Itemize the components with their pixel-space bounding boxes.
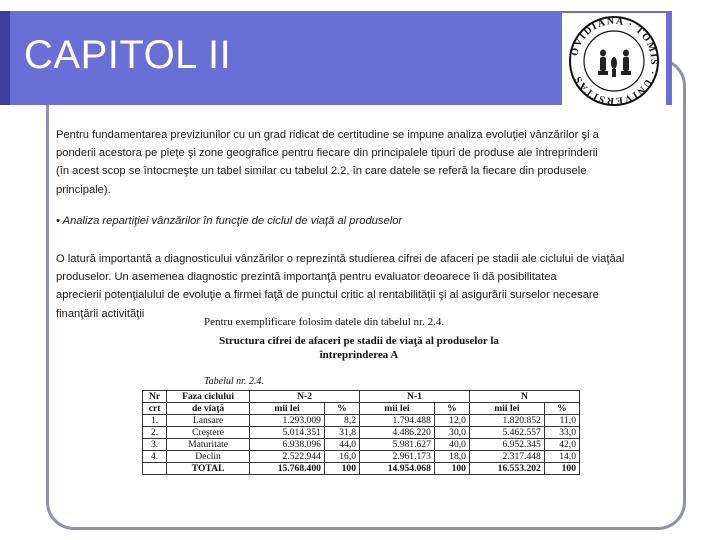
cell-total-percent: 100 — [544, 463, 579, 475]
text-line: ponderii acestora pe pieţe şi zone geografice pentru fiecare din principalele tipuri de produse ale întreprinderii — [56, 147, 598, 160]
header-percent: % — [434, 403, 469, 415]
header-faza-2: de viaţă — [167, 403, 250, 415]
header-nr: Nr — [143, 391, 167, 403]
cell-percent: 18,0 — [434, 451, 469, 463]
cell-value: 6.938.096 — [250, 439, 325, 451]
cell-value: 2.522.944 — [250, 451, 325, 463]
cell-percent: 31,8 — [324, 427, 359, 439]
text-line: O latură importantă a diagnosticului vânzărilor o reprezintă studierea cifrei de afaceri pe stadii ale ciclului de viaţăal — [56, 253, 625, 265]
cell-percent: 30,0 — [434, 427, 469, 439]
cell-value: 5.014.351 — [250, 427, 325, 439]
cell-percent: 14,0 — [544, 451, 579, 463]
bullet-heading: • Analiza repartiţiei vânzărilor în funcţie de ciclul de viaţă al produselor — [56, 215, 403, 227]
header-mii-lei: mii lei — [469, 403, 544, 415]
cell-value: 5.462.557 — [469, 427, 544, 439]
header-n: N — [469, 391, 579, 403]
cell-total-value: 14.954.068 — [360, 463, 435, 475]
slide-title: CAPITOL II — [24, 33, 232, 77]
cell-total-percent: 100 — [324, 463, 359, 475]
text-line: principale). — [56, 183, 111, 196]
cell-faza: Declin — [167, 451, 250, 463]
header-mii-lei: mii lei — [250, 403, 325, 415]
cell-faza: Lansare — [167, 415, 250, 427]
cell-percent: 33,0 — [544, 427, 579, 439]
cell-percent: 40,0 — [434, 439, 469, 451]
cell-percent: 44,0 — [324, 439, 359, 451]
cell-empty — [143, 463, 167, 475]
paragraph-diagnostic — [56, 250, 674, 323]
cell-total-value: 15.768.400 — [250, 463, 325, 475]
header-crt: crt — [143, 403, 167, 415]
figure-title-line: Structura cifrei de afaceri pe stadii de viaţă al produselor la — [219, 335, 499, 347]
cell-faza: Maturitate — [167, 439, 250, 451]
cell-percent: 11,0 — [544, 415, 579, 427]
cell-value: 4.486.220 — [360, 427, 435, 439]
cell-nr: 1. — [143, 415, 167, 427]
university-seal — [562, 13, 666, 107]
table-row — [143, 427, 580, 439]
table-figure — [138, 316, 580, 492]
text-line: Pentru fundamentarea previziunilor cu un grad ridicat de certitudine se impune analiza evoluţiei vânzărilor şi a — [56, 129, 599, 141]
cell-nr: 4. — [143, 451, 167, 463]
sales-table — [142, 390, 580, 475]
cell-percent: 12,0 — [434, 415, 469, 427]
cell-value: 2.317.448 — [469, 451, 544, 463]
text-line: produselor. Un asemenea diagnostic prezintă importanţă pentru evaluator deoarece îi dă posibilitatea — [56, 271, 557, 284]
paragraph-intro — [56, 126, 674, 199]
title-bar-edge — [0, 11, 10, 105]
cell-value: 1.293.009 — [250, 415, 325, 427]
header-faza: Faza ciclului — [167, 391, 250, 403]
svg-text:OVIDIANA · TOMIS · UNIVERSITAS: OVIDIANA · TOMIS · UNIVERSITAS — [569, 15, 660, 107]
cell-total-percent: 100 — [434, 463, 469, 475]
text-line: (în acest scop se întocmeşte un tabel similar cu tabelul 2.2, în care datele se referă la fiecare din produsele — [56, 165, 587, 178]
cell-value: 1.820.852 — [469, 415, 544, 427]
text-line: aprecierii potenţialului de evoluţie a firmei faţă de punctul critic al rentabilităţii şi al asigurării surselor necesare — [56, 289, 599, 302]
header-mii-lei: mii lei — [360, 403, 435, 415]
figure-title — [138, 334, 580, 362]
figure-title-line: întreprinderea A — [319, 349, 399, 361]
table-row — [143, 415, 580, 427]
table-row — [143, 439, 580, 451]
table-label: Tabelul nr. 2.4. — [204, 376, 264, 387]
cell-total-label: TOTAL — [167, 463, 250, 475]
table-row — [143, 451, 580, 463]
header-percent: % — [324, 403, 359, 415]
figure-intro: Pentru exemplificare folosim datele din tabelul nr. 2.4. — [204, 316, 445, 328]
cell-nr: 3. — [143, 439, 167, 451]
cell-value: 5.981.627 — [360, 439, 435, 451]
table-header-row — [143, 391, 580, 403]
header-n2: N-2 — [250, 391, 360, 403]
cell-value: 2.961.173 — [360, 451, 435, 463]
text-line: finanţării activităţii — [56, 307, 145, 320]
header-percent: % — [544, 403, 579, 415]
cell-percent: 16,0 — [324, 451, 359, 463]
cell-nr: 2. — [143, 427, 167, 439]
seal-logo-icon — [562, 13, 666, 107]
cell-total-value: 16.553.202 — [469, 463, 544, 475]
header-n1: N-1 — [360, 391, 470, 403]
cell-percent: 42,0 — [544, 439, 579, 451]
table-subheader-row — [143, 403, 580, 415]
cell-percent: 8,2 — [324, 415, 359, 427]
cell-faza: Creştere — [167, 427, 250, 439]
cell-value: 6.952.345 — [469, 439, 544, 451]
cell-value: 1.794.488 — [360, 415, 435, 427]
table-total-row — [143, 463, 580, 475]
